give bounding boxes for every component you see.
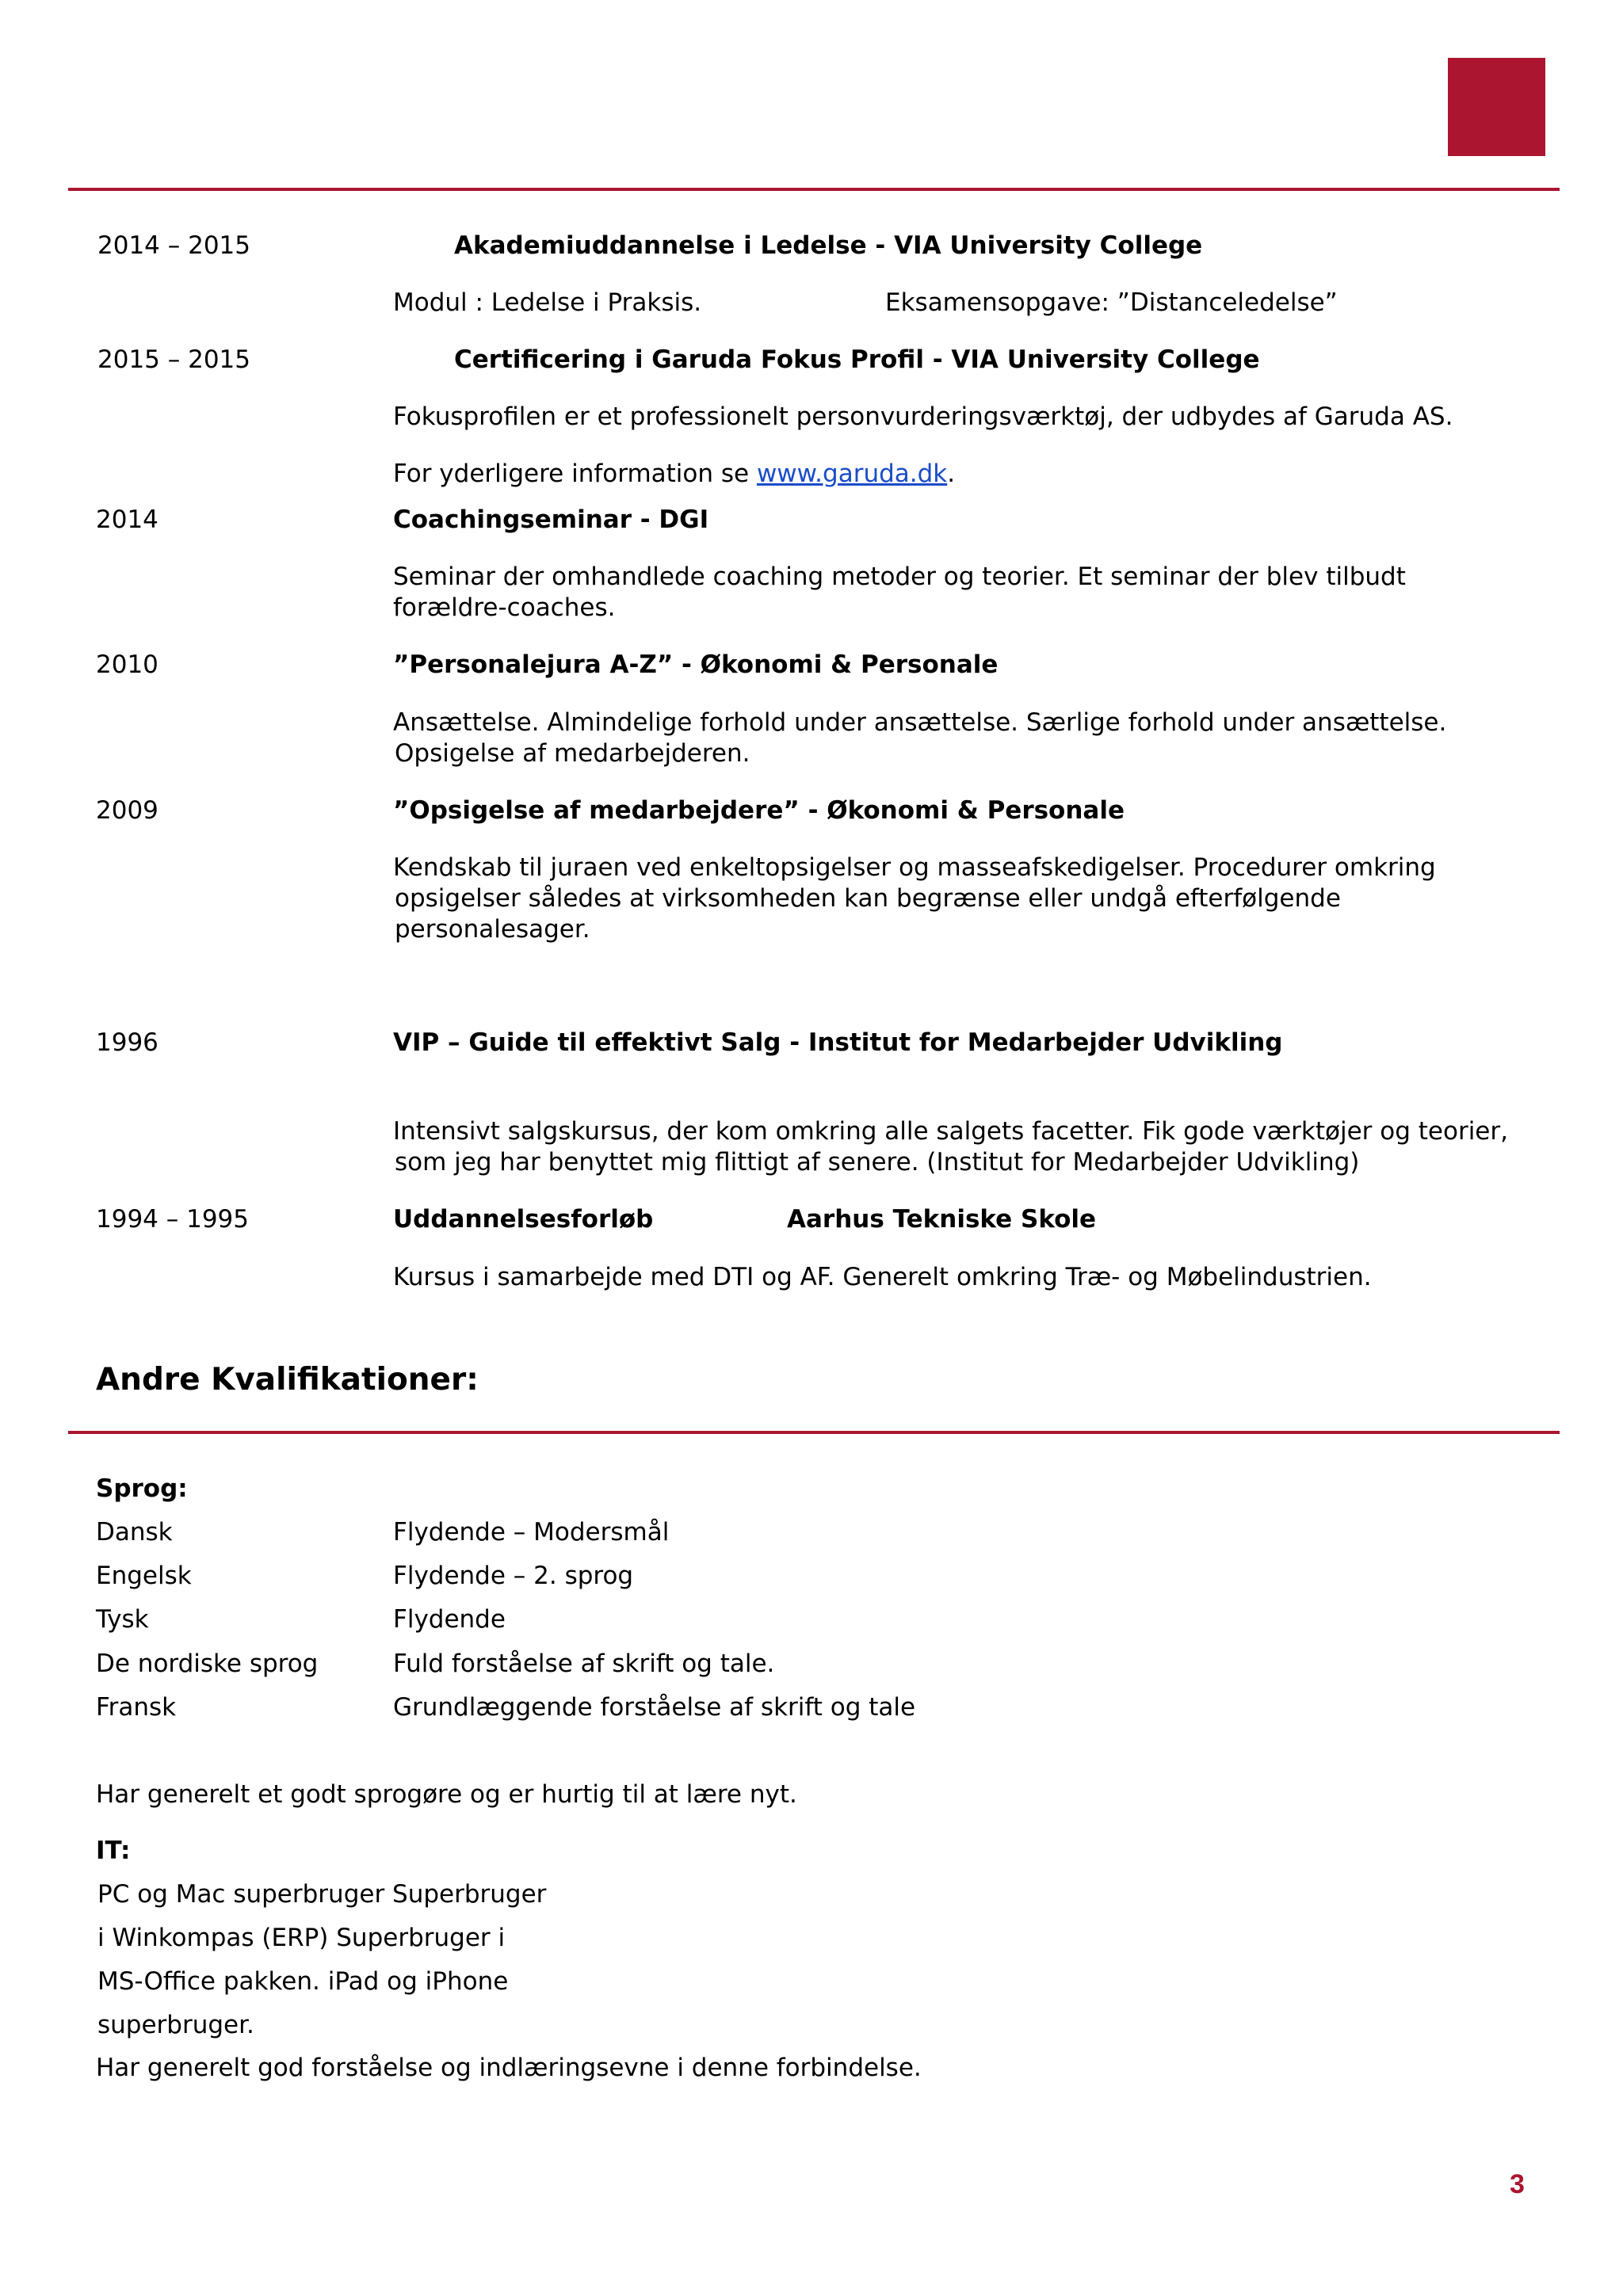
section-rule: [68, 1431, 1560, 1434]
entry-years: 2014: [96, 505, 158, 534]
entry-title: Uddannelsesforløb: [393, 1205, 654, 1234]
entry-description-line: opsigelser således at virksomheden kan begrænse eller undgå efterfølgende: [395, 884, 1341, 913]
entry-school: Aarhus Tekniske Skole: [787, 1205, 1097, 1234]
entry-title: Certificering i Garuda Fokus Profil - VIA University College: [454, 345, 1260, 374]
entry-title: ”Personalejura A-Z” - Økonomi & Personale: [393, 650, 999, 679]
entry-title: ”Opsigelse af medarbejdere” - Økonomi & Personale: [393, 796, 1125, 825]
language-level: Flydende – Modersmål: [393, 1518, 670, 1547]
language-name: Tysk: [96, 1605, 149, 1634]
entry-description: Kursus i samarbejde med DTI og AF. Generelt omkring Træ- og Møbelindustrien.: [393, 1263, 1372, 1291]
entry-years: 1996: [96, 1028, 158, 1057]
entry-description-line: Seminar der omhandlede coaching metoder og teorier. Et seminar der blev tilbudt: [393, 563, 1406, 591]
entry-description: Fokusprofilen er et professionelt personvurderingsværktøj, der udbydes af Garuda AS.: [393, 402, 1453, 431]
entry-description-line: Ansættelse. Almindelige forhold under ansættelse. Særlige forhold under ansættelse.: [393, 708, 1447, 737]
entry-years: 2009: [96, 796, 158, 825]
entry-years: 2015 – 2015: [97, 345, 250, 374]
entry-info-line: [393, 459, 955, 490]
entry-description-line: Kendskab til juraen ved enkeltopsigelser og masseafskedigelser. Procedurer omkring: [393, 853, 1436, 882]
language-level: Grundlæggende forståelse af skrift og tale: [393, 1693, 916, 1722]
entry-title: Akademiuddannelse i Ledelse - VIA University College: [454, 231, 1203, 260]
it-line: i Winkompas (ERP) Superbruger i: [97, 1924, 506, 1952]
it-line: PC og Mac superbruger Superbruger: [97, 1880, 547, 1909]
language-level: Fuld forståelse af skrift og tale.: [393, 1650, 775, 1678]
info-prefix: For yderligere information se: [393, 460, 757, 488]
page-number: 3: [1510, 2169, 1525, 2199]
entry-title: Coachingseminar - DGI: [393, 505, 709, 534]
entry-description-line: som jeg har benyttet mig flittigt af senere. (Institut for Medarbejder Udvikling): [395, 1148, 1360, 1177]
entry-description-line: Intensivt salgskursus, der kom omkring alle salgets facetter. Fik gode værktøjer og teorier,: [393, 1117, 1508, 1146]
language-level: Flydende – 2. sprog: [393, 1562, 634, 1590]
it-label: IT:: [96, 1836, 131, 1865]
entry-description-line: forældre-coaches.: [393, 593, 616, 622]
garuda-link[interactable]: www.garuda.dk: [756, 460, 948, 488]
entry-years: 1994 – 1995: [96, 1205, 249, 1234]
languages-note: Har generelt et godt sprogøre og er hurtig til at lære nyt.: [96, 1780, 797, 1809]
language-name: Dansk: [96, 1518, 173, 1547]
it-line: superbruger.: [97, 2011, 254, 2039]
section-heading: Andre Kvalifikationer:: [96, 1362, 479, 1398]
header-red-square: [1448, 58, 1545, 156]
info-suffix: .: [947, 460, 956, 488]
language-level: Flydende: [393, 1605, 506, 1634]
entry-title: VIP – Guide til effektivt Salg - Institut for Medarbejder Udvikling: [393, 1028, 1283, 1057]
entry-years: 2010: [96, 650, 158, 679]
languages-label: Sprog:: [96, 1474, 188, 1503]
language-name: Fransk: [96, 1693, 177, 1722]
entry-description-line: Opsigelse af medarbejderen.: [395, 739, 750, 768]
language-name: De nordiske sprog: [96, 1650, 319, 1678]
entry-years: 2014 – 2015: [97, 231, 250, 260]
it-line: Har generelt god forståelse og indlæringsevne i denne forbindelse.: [96, 2054, 922, 2082]
language-name: Engelsk: [96, 1562, 192, 1590]
entry-exam: Eksamensopgave: ”Distanceledelse”: [885, 288, 1338, 317]
header-rule: [68, 188, 1560, 191]
it-line: MS-Office pakken. iPad og iPhone: [97, 1967, 509, 1996]
entry-module: Modul : Ledelse i Praksis.: [393, 288, 702, 317]
entry-description-line: personalesager.: [395, 915, 590, 944]
